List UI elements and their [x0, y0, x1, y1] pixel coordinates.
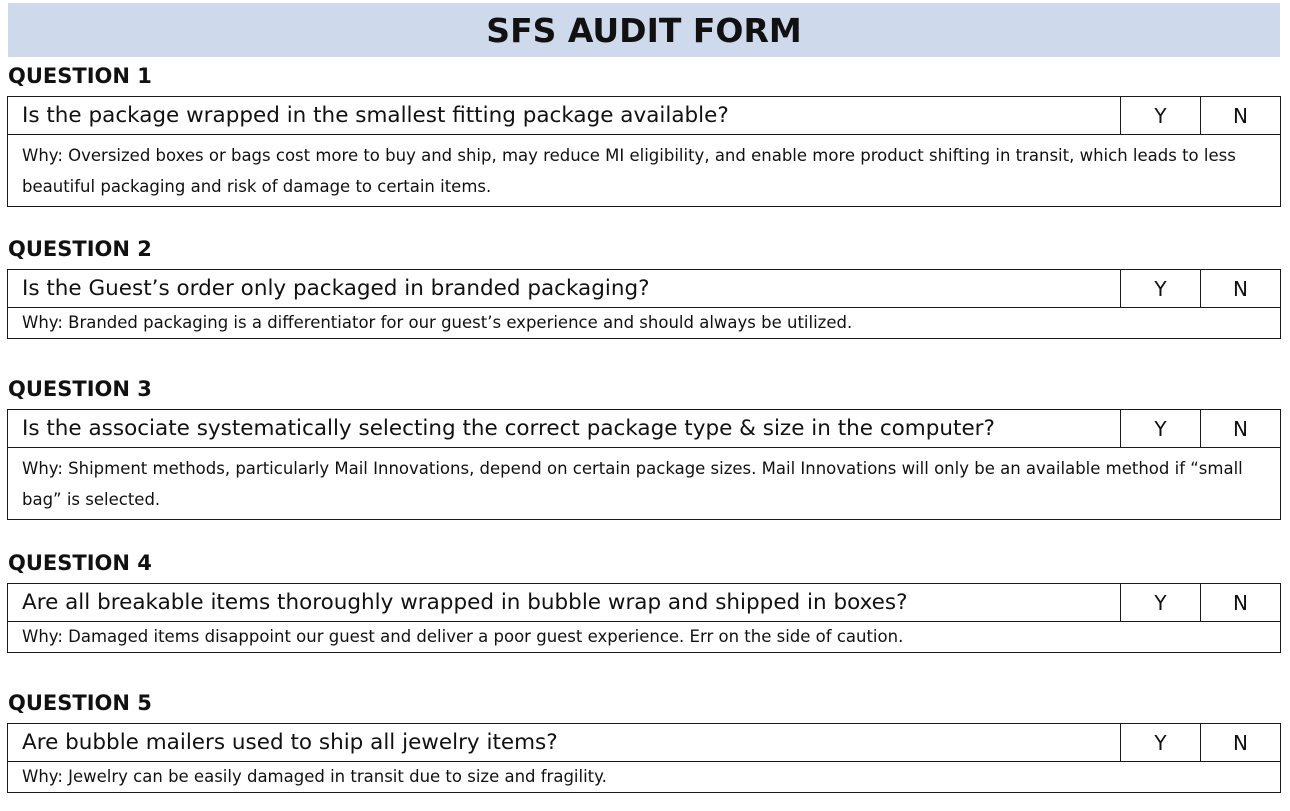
question-3-text: Is the associate systematically selecting the correct package type & size in the computer?: [22, 416, 995, 441]
question-3-yes-option[interactable]: Y: [1120, 410, 1200, 447]
question-5-table: [7, 723, 1281, 793]
question-2-row: [8, 270, 1280, 308]
question-1-why: Why: Oversized boxes or bags cost more to buy and ship, may reduce MI eligibility, and enable more product shifting in transit, which leads to less beautiful packaging and risk of damage to certain items.: [22, 146, 1236, 196]
question-2-text: Is the Guest’s order only packaged in branded packaging?: [22, 276, 650, 301]
question-3-heading: QUESTION 3: [8, 377, 152, 401]
question-2-no-option[interactable]: N: [1200, 270, 1280, 307]
question-4-yes-option[interactable]: Y: [1120, 584, 1200, 621]
question-3-table: [7, 409, 1281, 520]
question-5-no-option[interactable]: N: [1200, 724, 1280, 761]
question-4-no-option[interactable]: N: [1200, 584, 1280, 621]
question-4-table: [7, 583, 1281, 653]
question-5-row: [8, 724, 1280, 762]
question-5-why: Why: Jewelry can be easily damaged in transit due to size and fragility.: [22, 767, 607, 786]
question-1-yes-option[interactable]: Y: [1120, 97, 1200, 134]
form-title: SFS AUDIT FORM: [486, 10, 802, 50]
question-2-table: [7, 269, 1281, 339]
question-1-no-option[interactable]: N: [1200, 97, 1280, 134]
question-3-row: [8, 410, 1280, 448]
question-2-why: Why: Branded packaging is a differentiator for our guest’s experience and should always be utilized.: [22, 313, 853, 332]
question-4-heading: QUESTION 4: [8, 551, 152, 575]
question-5-yes-option[interactable]: Y: [1120, 724, 1200, 761]
question-3-why: Why: Shipment methods, particularly Mail Innovations, depend on certain package sizes. Mail Innovations will only be an available method if “small bag” is selected.: [22, 459, 1243, 509]
question-1-row: [8, 97, 1280, 135]
question-4-why: Why: Damaged items disappoint our guest and deliver a poor guest experience. Err on the side of caution.: [22, 627, 904, 646]
question-2-yes-option[interactable]: Y: [1120, 270, 1200, 307]
question-4-text: Are all breakable items thoroughly wrapped in bubble wrap and shipped in boxes?: [22, 590, 908, 615]
question-1-heading: QUESTION 1: [8, 64, 152, 88]
question-5-text: Are bubble mailers used to ship all jewelry items?: [22, 730, 558, 755]
question-4-row: [8, 584, 1280, 622]
question-1-text: Is the package wrapped in the smallest fitting package available?: [22, 103, 729, 128]
question-2-heading: QUESTION 2: [8, 237, 152, 261]
question-5-heading: QUESTION 5: [8, 691, 152, 715]
question-3-no-option[interactable]: N: [1200, 410, 1280, 447]
question-1-table: [7, 96, 1281, 207]
form-title-bar: [8, 3, 1280, 57]
